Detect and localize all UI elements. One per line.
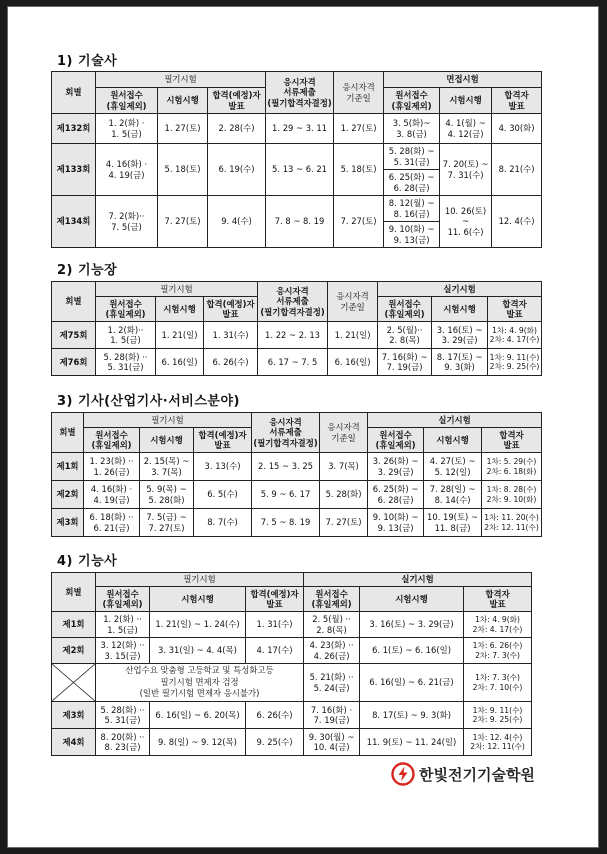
table-row	[52, 349, 542, 376]
col-exam-date: 시험시행	[140, 428, 194, 453]
round-label: 제134회	[52, 196, 96, 248]
base-date: 1. 21(일)	[328, 322, 378, 349]
exam-date: 1. 21(일)	[156, 322, 204, 349]
col-practical-exam: 면접시험	[384, 72, 542, 88]
col-exam-date: 시험시행	[158, 88, 208, 114]
practical-pass-date: 1차: 5. 29(수) 2차: 6. 18(화)	[482, 453, 542, 481]
col-round: 회별	[52, 573, 96, 612]
table-row	[52, 481, 542, 509]
practical-exam-date: 8. 17(토) ~ 9. 3(화)	[432, 349, 488, 376]
practical-application: 6. 25(화) ~ 6. 28(금)	[368, 481, 424, 509]
practical-application: 7. 16(화) · 7. 19(금)	[304, 702, 360, 729]
round-label: 제76회	[52, 349, 96, 376]
practical-pass-date: 1차: 9. 11(수) 2차: 9. 25(수)	[464, 702, 532, 729]
section-title-professional-engineer: 1) 기술사	[57, 54, 118, 69]
base-date: 1. 27(토)	[334, 114, 384, 144]
col-written-exam: 필기시험	[84, 413, 252, 428]
practical-application: 6. 25(화) ~ 6. 28(금)	[384, 170, 440, 196]
application-period: 1. 2(화) · 1. 5(금)	[96, 114, 158, 144]
docs-period: 2. 15 ~ 3. 25	[252, 453, 320, 481]
exam-date: 5. 9(목) ~ 5. 28(화)	[140, 481, 194, 509]
col-practical-exam: 실기시험	[304, 573, 532, 587]
pass-date: 6. 19(수)	[208, 144, 266, 196]
application-period: 3. 12(화) ·· 3. 15(금)	[96, 638, 150, 664]
table-row	[52, 322, 542, 349]
practical-pass-date: 1차: 6. 26(수) 2차: 7. 3(수)	[464, 638, 532, 664]
lightning-bolt-icon	[391, 762, 415, 786]
docs-period: 5. 9 ~ 6. 17	[252, 481, 320, 509]
pass-date: 3. 13(수)	[194, 453, 252, 481]
col-practical-application: 원서접수 (휴일제외)	[384, 88, 440, 114]
col-practical-exam-date: 시험시행	[432, 297, 488, 322]
practical-pass-date: 1차: 8. 28(수) 2차: 9. 10(화)	[482, 481, 542, 509]
practical-application: 7. 16(화) ~ 7. 19(금)	[378, 349, 432, 376]
col-base-date: 응시자격 기준일	[320, 413, 368, 453]
exam-date: 1. 21(일) ~ 1. 24(수)	[150, 612, 246, 638]
pass-date: 6. 5(수)	[194, 481, 252, 509]
practical-pass-date: 8. 21(수)	[492, 144, 542, 196]
round-label: 제132회	[52, 114, 96, 144]
col-practical-exam-date: 시험시행	[360, 587, 464, 612]
practical-exam-date: 4. 1(월) ~ 4. 12(금)	[440, 114, 492, 144]
exam-date: 1. 27(토)	[158, 114, 208, 144]
table-row	[52, 453, 542, 481]
col-pass-announce: 합격(예정)자 발표	[246, 587, 304, 612]
docs-period: 5. 13 ~ 6. 21	[266, 144, 334, 196]
practical-application: 2. 5(월) ·· 2. 8(목)	[304, 612, 360, 638]
col-written-exam: 필기시험	[96, 282, 258, 297]
col-pass-announce: 합격(예정)자 발표	[194, 428, 252, 453]
exam-date: 9. 8(일) ~ 9. 12(목)	[150, 729, 246, 756]
col-practical-pass: 합격자 발표	[482, 428, 542, 453]
practical-application: 5. 28(화) ~ 5. 31(금)	[384, 144, 440, 170]
practical-pass-date: 1차: 7. 3(수) 2차: 7. 10(수)	[464, 664, 532, 702]
practical-application: 8. 12(월) ~ 8. 16(금)	[384, 196, 440, 222]
schedule-table-professional-engineer	[51, 71, 542, 248]
application-period: 1. 23(화) ·· 1. 26(금)	[84, 453, 140, 481]
pass-date: 9. 4(수)	[208, 196, 266, 248]
exam-date: 2. 15(목) ~ 3. 7(목)	[140, 453, 194, 481]
docs-period: 7. 5 ~ 8. 19	[252, 509, 320, 537]
practical-application: 2. 5(월)·· 2. 8(목)	[378, 322, 432, 349]
col-docs: 응시자격 서류제출 (필기합격자결정)	[258, 282, 328, 322]
practical-exam-date: 11. 9(토) ~ 11. 24(일)	[360, 729, 464, 756]
base-date: 3. 7(목)	[320, 453, 368, 481]
application-period: 1. 2(화)·· 1. 5(금)	[96, 322, 156, 349]
practical-application: 3. 5(화)~ 3. 8(금)	[384, 114, 440, 144]
table-row	[52, 638, 532, 664]
practical-exam-date: 10. 26(토) ~ 11. 6(수)	[440, 196, 492, 248]
round-label: 제1회	[52, 453, 84, 481]
practical-exam-date: 8. 17(토) ~ 9. 3(화)	[360, 702, 464, 729]
practical-application: 9. 30(월) ~ 10. 4(금)	[304, 729, 360, 756]
pass-date: 6. 26(수)	[204, 349, 258, 376]
col-practical-exam-date: 시험시행	[424, 428, 482, 453]
round-label: 제1회	[52, 612, 96, 638]
round-label: 제2회	[52, 481, 84, 509]
col-round: 회별	[52, 413, 84, 453]
exemption-note: 산업수요 맞춤형 고등학교 및 특성화고등 필기시험 면제자 검정 (일반 필기시험 면제자 응시불가)	[96, 664, 304, 702]
col-docs: 응시자격 서류제출 (필기합격자결정)	[266, 72, 334, 114]
col-practical-exam: 실기시험	[368, 413, 542, 428]
practical-application: 5. 21(화) ·· 5. 24(금)	[304, 664, 360, 702]
pass-date: 1. 31(수)	[246, 612, 304, 638]
brand-name: 한빛전기기술학원	[419, 766, 535, 784]
practical-application: 9. 10(화) ~ 9. 13(금)	[384, 222, 440, 248]
schedule-table-engineer	[51, 412, 542, 537]
base-date: 5. 28(화)	[320, 481, 368, 509]
docs-period: 6. 17 ~ 7. 5	[258, 349, 328, 376]
table-row	[52, 509, 542, 537]
schedule-table-master-craftsman	[51, 281, 542, 376]
application-period: 5. 28(화) ·· 5. 31(금)	[96, 702, 150, 729]
col-written-exam: 필기시험	[96, 72, 266, 88]
exam-date: 3. 31(일) ~ 4. 4(목)	[150, 638, 246, 664]
round-label: 제2회	[52, 638, 96, 664]
application-period: 7. 2(화)·· 7. 5(금)	[96, 196, 158, 248]
practical-pass-date: 1차: 9. 11(수) 2차: 9. 25(수)	[488, 349, 542, 376]
col-docs: 응시자격 서류제출 (필기합격자결정)	[252, 413, 320, 453]
application-period: 4. 16(화) · 4. 19(금)	[84, 481, 140, 509]
col-practical-exam-date: 시험시행	[440, 88, 492, 114]
col-application: 원서접수 (휴일제외)	[96, 587, 150, 612]
table-row	[52, 612, 532, 638]
base-date: 6. 16(일)	[328, 349, 378, 376]
practical-exam-date: 7. 28(일) ~ 8. 14(수)	[424, 481, 482, 509]
round-label: 제3회	[52, 509, 84, 537]
round-label: 제75회	[52, 322, 96, 349]
practical-application: 4. 23(화) ·· 4. 26(금)	[304, 638, 360, 664]
section-title-master-craftsman: 2) 기능장	[57, 263, 118, 278]
base-date: 7. 27(토)	[320, 509, 368, 537]
practical-exam-date: 10. 19(토) ~ 11. 8(금)	[424, 509, 482, 537]
round-label: 제4회	[52, 729, 96, 756]
practical-exam-date: 3. 16(토) ~ 3. 29(금)	[432, 322, 488, 349]
col-practical-application: 원서접수 (휴일제외)	[368, 428, 424, 453]
col-application: 원서접수 (휴일제외)	[96, 297, 156, 322]
pass-date: 6. 26(수)	[246, 702, 304, 729]
application-period: 4. 16(화) · 4. 19(금)	[96, 144, 158, 196]
col-application: 원서접수 (휴일제외)	[96, 88, 158, 114]
col-exam-date: 시험시행	[156, 297, 204, 322]
base-date: 7. 27(토)	[334, 196, 384, 248]
practical-pass-date: 4. 30(화)	[492, 114, 542, 144]
exam-date: 7. 27(토)	[158, 196, 208, 248]
practical-pass-date: 12. 4(수)	[492, 196, 542, 248]
col-written-exam: 필기시험	[96, 573, 304, 587]
table-row	[52, 144, 542, 170]
col-practical-pass: 합격자 발표	[464, 587, 532, 612]
practical-pass-date: 1차: 4. 9(화) 2차: 4. 17(수)	[488, 322, 542, 349]
exam-date: 5. 18(토)	[158, 144, 208, 196]
table-row	[52, 114, 542, 144]
col-practical-pass: 합격자 발표	[492, 88, 542, 114]
col-base-date: 응시자격 기준일	[334, 72, 384, 114]
section-title-engineer: 3) 기사(산업기사·서비스분야)	[57, 394, 240, 409]
table-row-special-exempt	[52, 664, 532, 702]
exam-date: 6. 16(일) ~ 6. 20(목)	[150, 702, 246, 729]
col-application: 원서접수 (휴일제외)	[84, 428, 140, 453]
pass-date: 4. 17(수)	[246, 638, 304, 664]
schedule-table-craftsman	[51, 572, 532, 756]
application-period: 8. 20(화) ·· 8. 23(금)	[96, 729, 150, 756]
col-round: 회별	[52, 72, 96, 114]
section-title-craftsman: 4) 기능사	[57, 554, 118, 569]
col-round: 회별	[52, 282, 96, 322]
application-period: 1. 2(화) ·· 1. 5(금)	[96, 612, 150, 638]
pass-date: 8. 7(수)	[194, 509, 252, 537]
practical-exam-date: 6. 1(토) ~ 6. 16(일)	[360, 638, 464, 664]
practical-application: 3. 26(화) ~ 3. 29(금)	[368, 453, 424, 481]
practical-exam-date: 7. 20(토) ~ 7. 31(수)	[440, 144, 492, 196]
empty-crossed-cell	[52, 664, 96, 702]
round-label: 제133회	[52, 144, 96, 196]
practical-application: 9. 10(화) ~ 9. 13(금)	[368, 509, 424, 537]
pass-date: 1. 31(수)	[204, 322, 258, 349]
table-row	[52, 702, 532, 729]
docs-period: 1. 22 ~ 2. 13	[258, 322, 328, 349]
col-pass-announce: 합격(예정)자 발표	[204, 297, 258, 322]
docs-period: 7. 8 ~ 8. 19	[266, 196, 334, 248]
practical-exam-date: 6. 16(일) ~ 6. 21(금)	[360, 664, 464, 702]
practical-pass-date: 1차: 12. 4(수) 2차: 12. 11(수)	[464, 729, 532, 756]
col-base-date: 응시자격 기준일	[328, 282, 378, 322]
round-label: 제3회	[52, 702, 96, 729]
base-date: 5. 18(토)	[334, 144, 384, 196]
practical-exam-date: 4. 27(토) ~ 5. 12(일)	[424, 453, 482, 481]
practical-pass-date: 1차: 11. 20(수) 2차: 12. 11(수)	[482, 509, 542, 537]
practical-pass-date: 1차: 4. 9(화) 2차: 4. 17(수)	[464, 612, 532, 638]
table-row	[52, 729, 532, 756]
docs-period: 1. 29 ~ 3. 11	[266, 114, 334, 144]
exam-date: 6. 16(일)	[156, 349, 204, 376]
col-exam-date: 시험시행	[150, 587, 246, 612]
application-period: 6. 18(화) ·· 6. 21(금)	[84, 509, 140, 537]
application-period: 5. 28(화) ·· 5. 31(금)	[96, 349, 156, 376]
col-practical-application: 원서접수 (휴일제외)	[378, 297, 432, 322]
col-practical-exam: 실기시험	[378, 282, 542, 297]
cross-mark-icon	[52, 664, 95, 701]
exam-date: 7. 5(금) ~ 7. 27(토)	[140, 509, 194, 537]
practical-exam-date: 3. 16(토) ~ 3. 29(금)	[360, 612, 464, 638]
pass-date: 9. 25(수)	[246, 729, 304, 756]
pass-date: 2. 28(수)	[208, 114, 266, 144]
col-pass-announce: 합격(예정)자 발표	[208, 88, 266, 114]
col-practical-application: 원서접수 (휴일제외)	[304, 587, 360, 612]
col-practical-pass: 합격자 발표	[488, 297, 542, 322]
table-row	[52, 196, 542, 222]
